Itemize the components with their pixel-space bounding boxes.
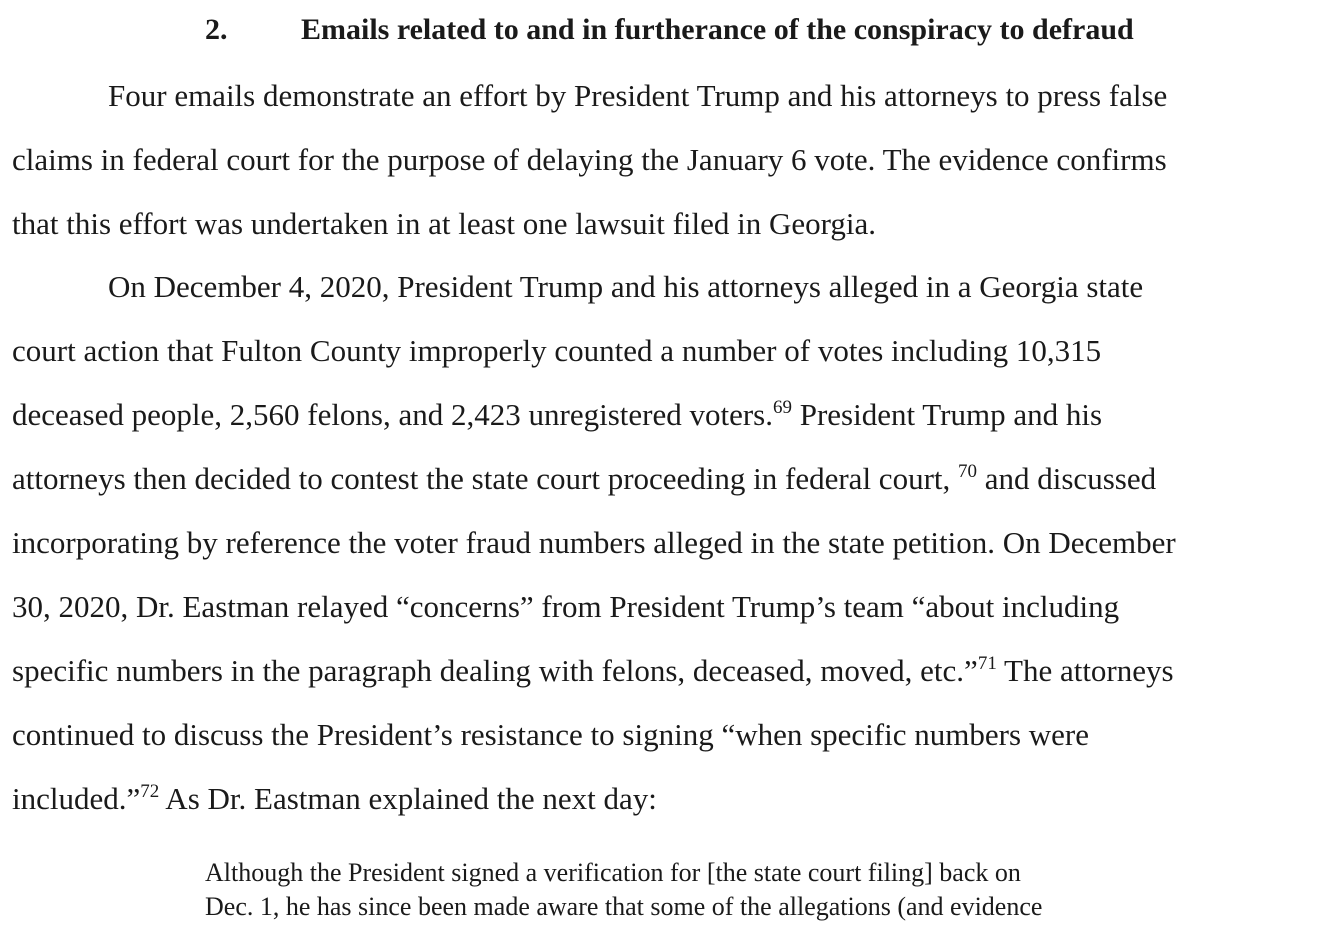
paragraph-2 — [12, 255, 1322, 831]
quote-line: Dec. 1, he has since been made aware that some of the allegations (and evidence — [205, 892, 1043, 921]
paragraph-line: claims in federal court for the purpose of delaying the January 6 vote. The evidence confirms — [12, 142, 1167, 177]
text-run: The attorneys — [996, 653, 1174, 688]
quote-line: Although the President signed a verification for [the state court filing] back on — [205, 858, 1021, 887]
paragraph-1 — [12, 64, 1322, 256]
text-run: and discussed — [977, 461, 1157, 496]
footnote-ref-70[interactable]: 70 — [958, 461, 977, 482]
paragraph-line — [12, 767, 1322, 831]
section-title: Emails related to and in furtherance of the conspiracy to defraud — [301, 13, 1134, 46]
paragraph-line: On December 4, 2020, President Trump and his attorneys alleged in a Georgia state — [108, 269, 1144, 304]
footnote-ref-69[interactable]: 69 — [772, 397, 792, 418]
paragraph-line — [12, 639, 1322, 703]
paragraph-line: Four emails demonstrate an effort by President Trump and his attorneys to press false — [108, 78, 1168, 113]
text-run: included.” — [12, 781, 141, 816]
text-run: deceased people, 2,560 felons, and 2,423 unregistered voters. — [12, 397, 773, 432]
paragraph-line: that this effort was undertaken in at least one lawsuit filed in Georgia. — [12, 206, 877, 241]
text-run: President Trump and his — [791, 397, 1103, 432]
text-run: attorneys then decided to contest the state court proceeding in federal court, — [12, 461, 958, 496]
footnote-ref-71[interactable]: 71 — [977, 653, 997, 674]
paragraph-line: continued to discuss the President’s resistance to signing “when specific numbers were — [12, 717, 1089, 752]
paragraph-line: court action that Fulton County improperly counted a number of votes including 10,315 — [12, 333, 1102, 368]
paragraph-line — [12, 447, 1322, 511]
paragraph-line: incorporating by reference the voter fraud numbers alleged in the state petition. On December — [12, 525, 1176, 560]
section-heading — [205, 10, 1134, 50]
paragraph-line — [12, 383, 1322, 447]
footnote-ref-72[interactable]: 72 — [140, 781, 160, 802]
paragraph-line: 30, 2020, Dr. Eastman relayed “concerns” from President Trump’s team “about including — [12, 589, 1120, 624]
text-run: specific numbers in the paragraph dealing with felons, deceased, moved, etc.” — [12, 653, 978, 688]
text-run: As Dr. Eastman explained the next day: — [159, 781, 657, 816]
section-number: 2. — [205, 13, 228, 46]
block-quote — [205, 856, 1042, 924]
